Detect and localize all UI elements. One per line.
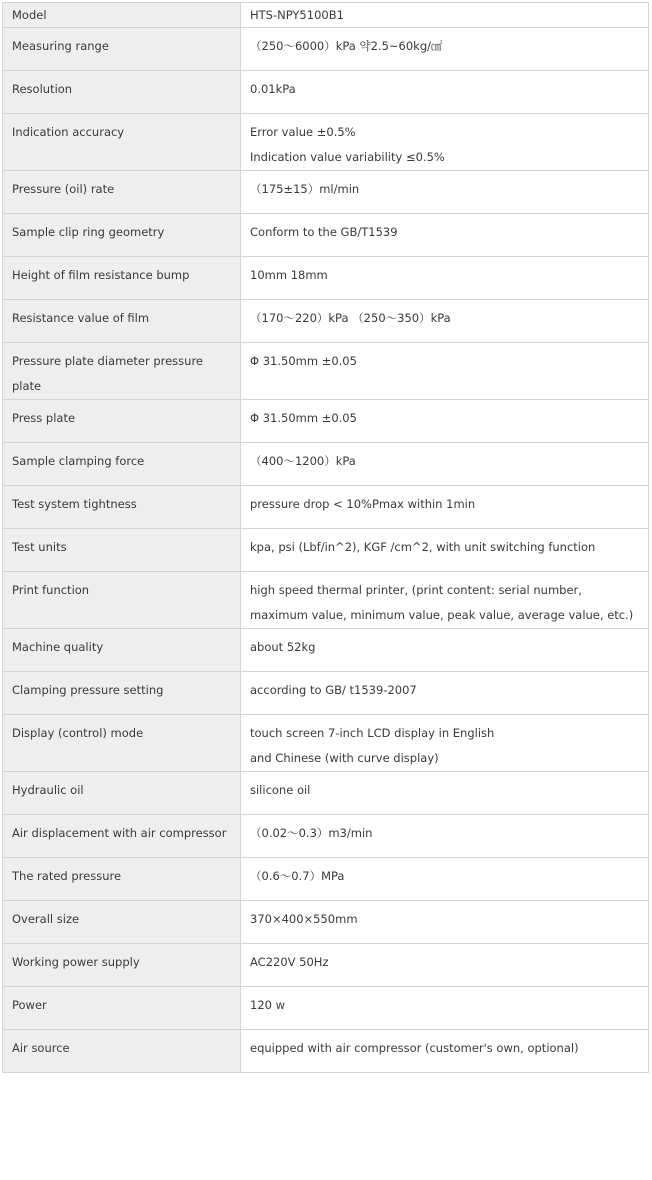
spec-row <box>3 28 649 71</box>
spec-value <box>241 257 649 300</box>
spec-value <box>241 114 649 171</box>
spec-value-line: HTS-NPY5100B1 <box>250 8 344 22</box>
spec-value-line: Indication value variability ≤0.5% <box>250 150 445 164</box>
spec-value <box>241 858 649 901</box>
spec-value <box>241 629 649 672</box>
spec-row <box>3 71 649 114</box>
spec-value-line: AC220V 50Hz <box>250 955 329 969</box>
spec-row <box>3 901 649 944</box>
spec-value-line: pressure drop < 10%Pmax within 1min <box>250 497 476 511</box>
spec-value <box>241 987 649 1030</box>
spec-value-line: according to GB/ t1539-2007 <box>250 683 417 697</box>
spec-row <box>3 944 649 987</box>
spec-row <box>3 443 649 486</box>
spec-row <box>3 171 649 214</box>
spec-row <box>3 343 649 400</box>
spec-label: Display (control) mode <box>3 715 241 772</box>
spec-value-line: touch screen 7-inch LCD display in English <box>250 726 495 740</box>
spec-value-line: Φ 31.50mm ±0.05 <box>250 354 357 368</box>
spec-value <box>241 901 649 944</box>
spec-label: Indication accuracy <box>3 114 241 171</box>
spec-label: The rated pressure <box>3 858 241 901</box>
spec-value <box>241 400 649 443</box>
spec-value <box>241 343 649 400</box>
spec-value <box>241 3 649 28</box>
spec-value-line: 120 w <box>250 998 286 1012</box>
spec-row <box>3 400 649 443</box>
spec-value-line: 10mm 18mm <box>250 268 328 282</box>
spec-value <box>241 300 649 343</box>
spec-label: Measuring range <box>3 28 241 71</box>
spec-value <box>241 443 649 486</box>
spec-value-line: equipped with air compressor (customer's own, optional) <box>250 1041 579 1055</box>
spec-row <box>3 214 649 257</box>
spec-value-line: maximum value, minimum value, peak value, average value, etc.) <box>250 608 634 622</box>
spec-value-line: Φ 31.50mm ±0.05 <box>250 411 357 425</box>
spec-value-line: 370×400×550mm <box>250 912 358 926</box>
spec-row <box>3 815 649 858</box>
spec-label: Hydraulic oil <box>3 772 241 815</box>
spec-label: Pressure (oil) rate <box>3 171 241 214</box>
spec-label: Press plate <box>3 400 241 443</box>
spec-row <box>3 114 649 171</box>
spec-value-line: （250～6000）kPa 약2.5~60kg/㎠ <box>250 39 443 53</box>
spec-label: Test units <box>3 529 241 572</box>
spec-value <box>241 572 649 629</box>
spec-table <box>2 2 649 1073</box>
spec-label: Model <box>3 3 241 28</box>
spec-row <box>3 257 649 300</box>
spec-row <box>3 529 649 572</box>
spec-value-line: high speed thermal printer, (print content: serial number, <box>250 583 582 597</box>
spec-value <box>241 171 649 214</box>
spec-row <box>3 672 649 715</box>
spec-table-body <box>3 3 649 1073</box>
spec-label: Height of film resistance bump <box>3 257 241 300</box>
spec-value-line: Error value ±0.5% <box>250 125 356 139</box>
spec-value-line: （175±15）ml/min <box>250 182 360 196</box>
spec-label: Air displacement with air compressor <box>3 815 241 858</box>
spec-value-line: （0.02～0.3）m3/min <box>250 826 373 840</box>
spec-label: Working power supply <box>3 944 241 987</box>
spec-label: Sample clip ring geometry <box>3 214 241 257</box>
spec-label: Resistance value of film <box>3 300 241 343</box>
spec-label: Clamping pressure setting <box>3 672 241 715</box>
spec-value <box>241 672 649 715</box>
spec-value <box>241 815 649 858</box>
spec-value-line: （0.6～0.7）MPa <box>250 869 345 883</box>
spec-row <box>3 629 649 672</box>
spec-label: Pressure plate diameter pressure plate <box>3 343 241 400</box>
spec-label: Air source <box>3 1030 241 1073</box>
spec-label: Machine quality <box>3 629 241 672</box>
spec-value <box>241 772 649 815</box>
spec-label: Overall size <box>3 901 241 944</box>
spec-row <box>3 300 649 343</box>
spec-value-line: 0.01kPa <box>250 82 296 96</box>
spec-value <box>241 529 649 572</box>
spec-label: Test system tightness <box>3 486 241 529</box>
spec-value-line: silicone oil <box>250 783 311 797</box>
spec-value <box>241 214 649 257</box>
spec-value <box>241 28 649 71</box>
spec-label: Power <box>3 987 241 1030</box>
spec-value-line: （170～220）kPa （250～350）kPa <box>250 311 451 325</box>
spec-label: Sample clamping force <box>3 443 241 486</box>
spec-value-line: kpa, psi (Lbf/in^2), KGF /cm^2, with unit switching function <box>250 540 596 554</box>
spec-value <box>241 1030 649 1073</box>
spec-label: Print function <box>3 572 241 629</box>
spec-value <box>241 71 649 114</box>
spec-row <box>3 715 649 772</box>
spec-value-line: and Chinese (with curve display) <box>250 751 439 765</box>
spec-row <box>3 858 649 901</box>
spec-value <box>241 715 649 772</box>
spec-row <box>3 572 649 629</box>
spec-value-line: （400～1200）kPa <box>250 454 356 468</box>
spec-value <box>241 486 649 529</box>
spec-row <box>3 987 649 1030</box>
spec-row <box>3 486 649 529</box>
spec-label: Resolution <box>3 71 241 114</box>
spec-value <box>241 944 649 987</box>
spec-row <box>3 1030 649 1073</box>
spec-row <box>3 772 649 815</box>
spec-row <box>3 3 649 28</box>
spec-value-line: Conform to the GB/T1539 <box>250 225 398 239</box>
spec-value-line: about 52kg <box>250 640 316 654</box>
